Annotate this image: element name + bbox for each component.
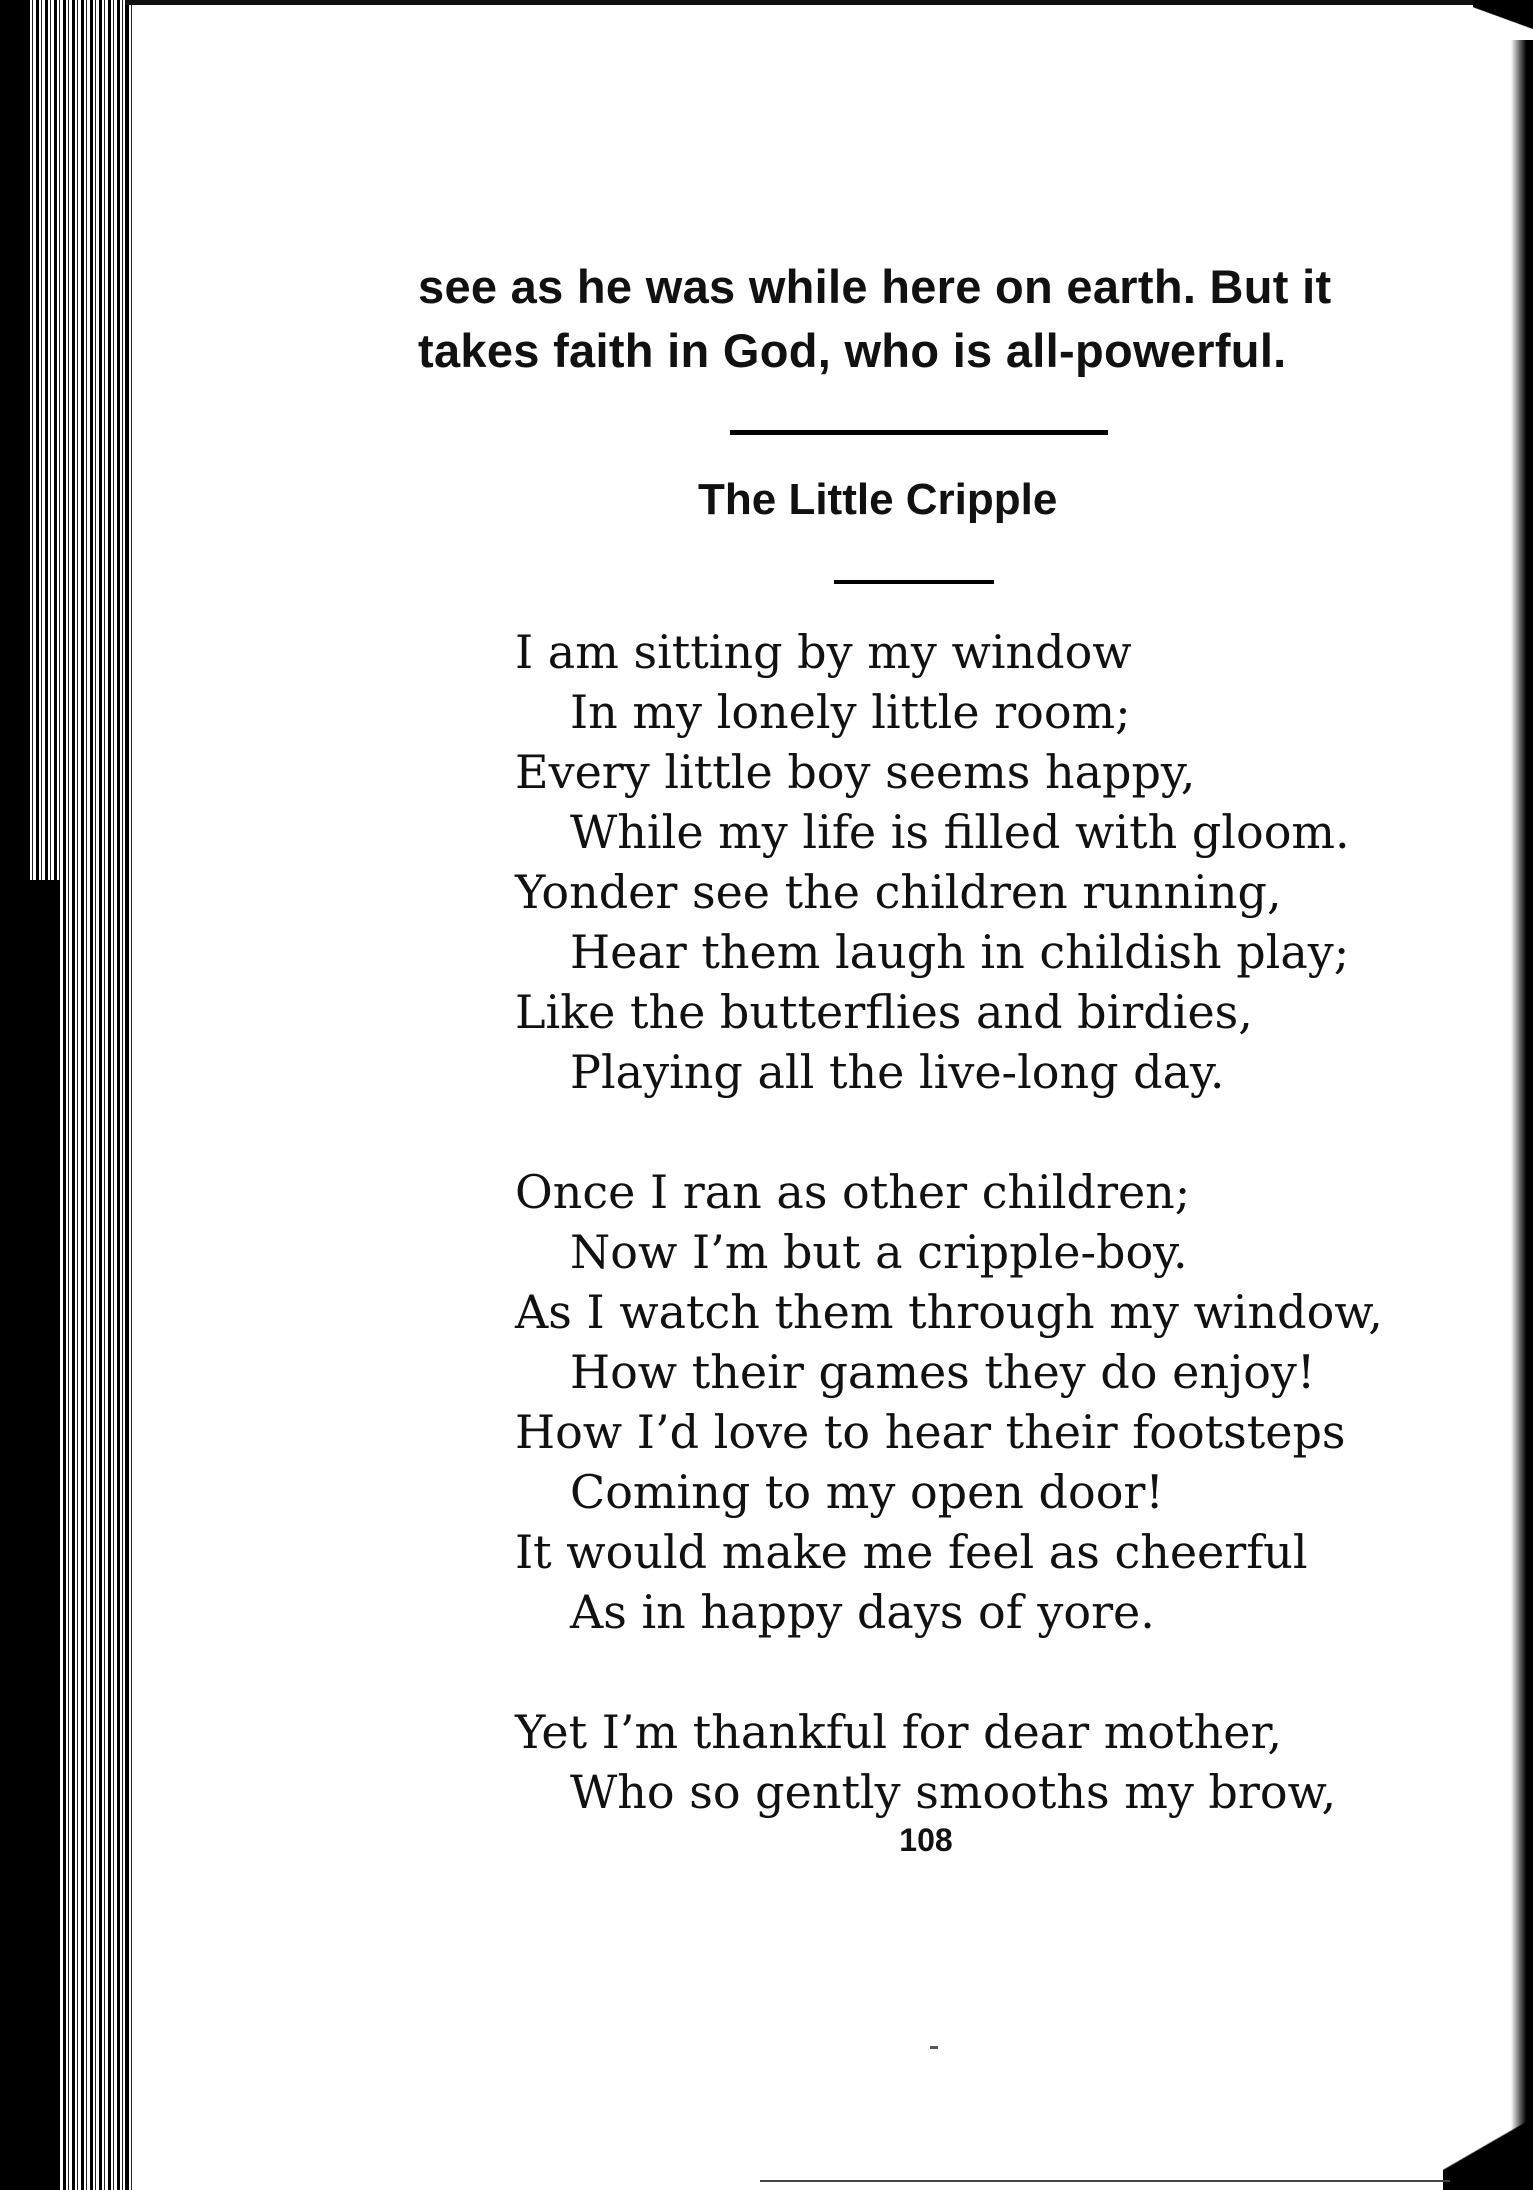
poem-line: In my lonely little room;	[570, 685, 1131, 739]
page-corner-bottom-right	[1443, 2080, 1533, 2190]
scan-speck	[930, 2046, 938, 2049]
poem-line: How their games they do enjoy!	[570, 1345, 1316, 1399]
poem-line: How I’d love to hear their footsteps	[515, 1405, 1346, 1459]
book-spine-shadow-upper	[0, 0, 30, 880]
poem-title: The Little Cripple	[698, 475, 1058, 524]
page-number: 108	[899, 1822, 953, 1858]
page-left-border	[125, 0, 129, 2190]
poem-stanza	[515, 1702, 1415, 1822]
poem-line: Like the butterflies and birdies,	[515, 985, 1253, 1039]
poem-line: Once I ran as other children;	[515, 1165, 1191, 1219]
book-spine-shadow-lower	[0, 880, 60, 2190]
poem-line: Playing all the live-long day.	[570, 1045, 1225, 1099]
prose-line: see as he was while here on earth. But it	[418, 260, 1332, 313]
prose-line: takes faith in God, who is all-powerful.	[418, 324, 1287, 377]
poem-line: Coming to my open door!	[570, 1465, 1164, 1519]
poem-line: Yet I’m thankful for dear mother,	[515, 1705, 1282, 1759]
poem-line: As in happy days of yore.	[570, 1585, 1155, 1639]
title-underline-rule	[834, 580, 994, 584]
poem-stanza	[515, 622, 1415, 1102]
page-top-border	[125, 0, 1533, 5]
page-bottom-border	[760, 2180, 1450, 2182]
poem-line: Hear them laugh in childish play;	[570, 925, 1350, 979]
poem-line: As I watch them through my window,	[515, 1285, 1383, 1339]
prose-paragraph	[418, 255, 1418, 383]
poem-line: Every little boy seems happy,	[515, 745, 1196, 799]
poem-line: It would make me feel as cheerful	[515, 1525, 1308, 1579]
section-divider-rule	[730, 430, 1108, 435]
poem-line: Who so gently smooths my brow,	[570, 1765, 1337, 1819]
page-right-border	[1511, 40, 1533, 2190]
poem-line: While my life is filled with gloom.	[570, 805, 1350, 859]
poem-line: Yonder see the children running,	[515, 865, 1282, 919]
poem-line: I am sitting by my window	[515, 625, 1132, 679]
poem-body	[515, 622, 1415, 1882]
poem-line: Now I’m but a cripple-boy.	[570, 1225, 1188, 1279]
poem-stanza	[515, 1162, 1415, 1642]
